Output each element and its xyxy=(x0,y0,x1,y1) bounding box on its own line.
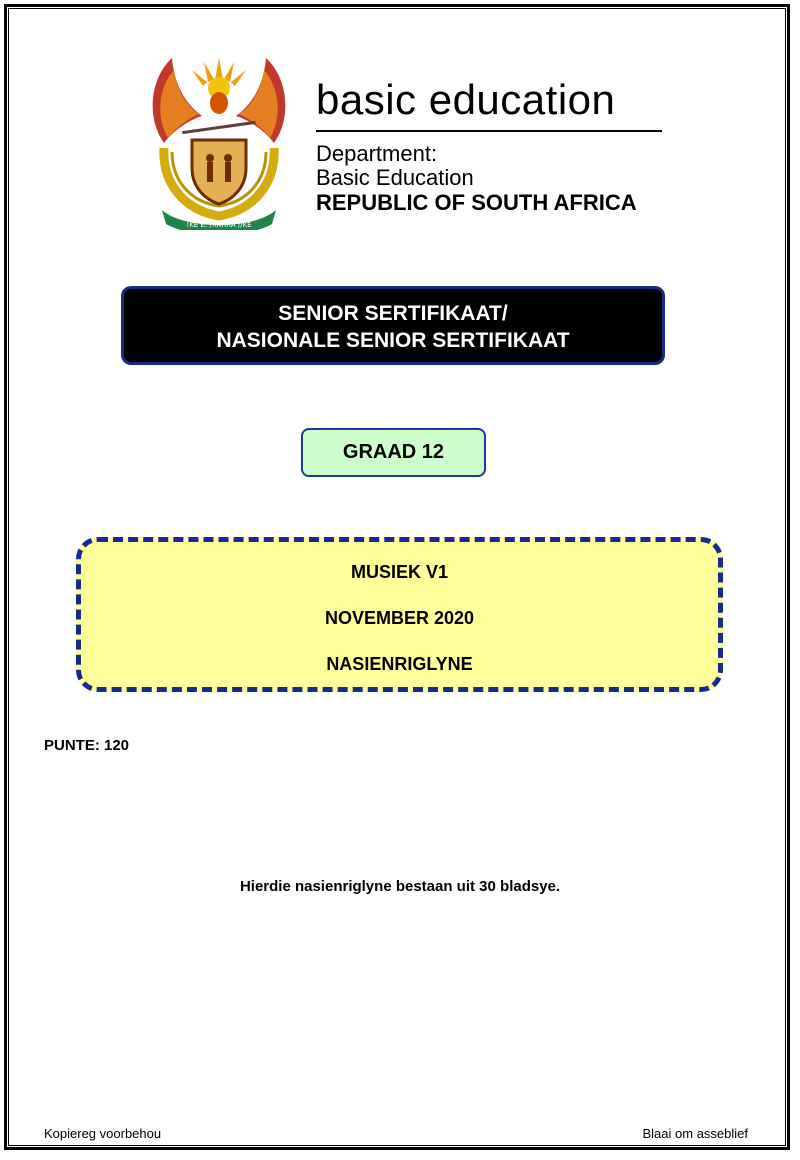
motto-text: !KE E: /XARRA //KE xyxy=(186,221,252,229)
department-name: Basic Education xyxy=(316,165,474,190)
brand-rule xyxy=(316,130,662,132)
subject-panel xyxy=(76,537,723,692)
subject-title: MUSIEK V1 xyxy=(350,562,449,582)
page-count-note: Hierdie nasienriglyne bestaan uit 30 bladsye. xyxy=(239,878,561,895)
certificate-line-1: SENIOR SERTIFIKAAT/ xyxy=(278,302,508,325)
header-logo-area xyxy=(140,48,670,233)
total-marks: PUNTE: 120 xyxy=(44,737,130,754)
department-label: Department: xyxy=(316,141,438,166)
grade-badge: GRAAD 12 xyxy=(301,428,486,477)
certificate-line-2: NASIONALE SENIOR SERTIFIKAAT xyxy=(216,329,570,352)
republic-label: REPUBLIC OF SOUTH AFRICA xyxy=(316,190,637,215)
certificate-banner xyxy=(121,286,665,365)
footer-turn-page: Blaai om asseblief xyxy=(642,1126,748,1141)
document-type: NASIENRIGLYNE xyxy=(326,654,473,674)
coat-of-arms-icon xyxy=(144,48,294,230)
footer-copyright: Kopiereg voorbehou xyxy=(44,1126,162,1141)
exam-date: NOVEMBER 2020 xyxy=(324,608,475,628)
brand-title: basic education xyxy=(316,76,616,123)
department-block xyxy=(316,76,666,216)
